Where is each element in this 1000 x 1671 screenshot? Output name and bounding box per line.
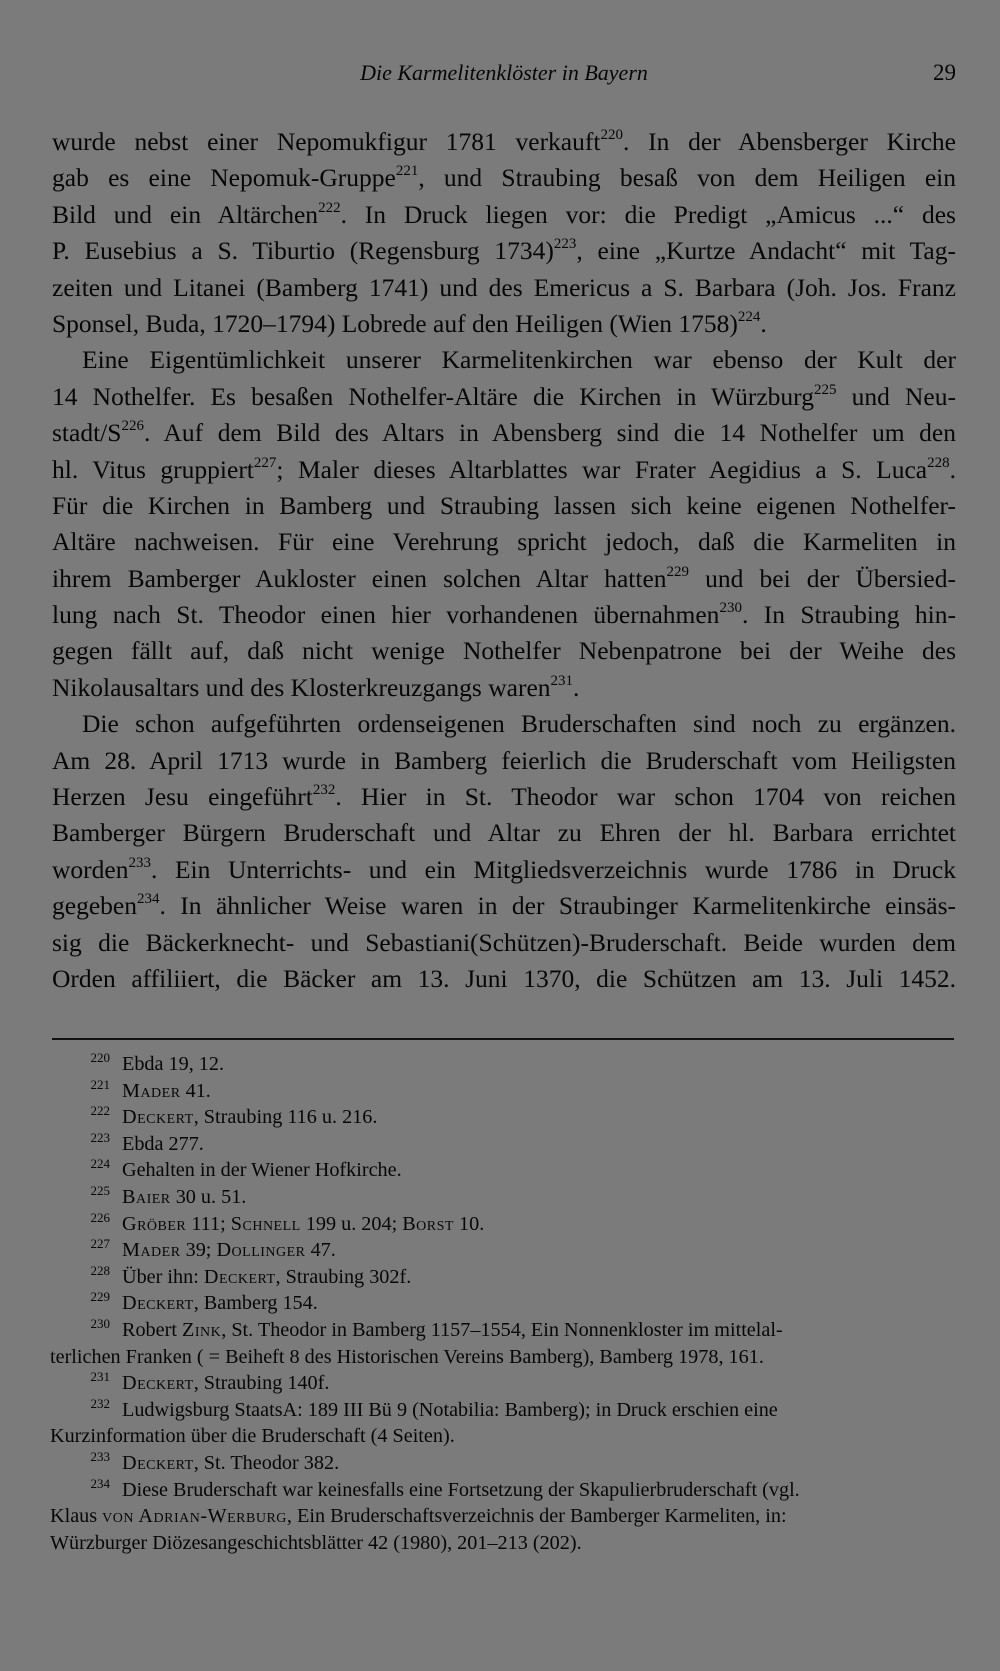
text-line: hl. Vitus gruppiert$^{227}$; Maler dieses Altarblattes war Frater Aegidius a S. Luca$^{228}$.	[52, 454, 956, 484]
footnotes	[50, 1051, 956, 1556]
footnote-225: 225 Baier 30 u. 51.	[90, 1182, 247, 1208]
author-name: Mader	[122, 1079, 181, 1102]
footnote-text-segment: , Straubing 140f.	[193, 1372, 330, 1395]
footnote-text-segment: , St. Theodor 382.	[193, 1451, 340, 1474]
footnote-continuation: Kurzinformation über die Bruderschaft (4 Seiten).	[50, 1425, 455, 1448]
text-line: stadt/$S^{226}$. Auf dem Bild des Altars in Abensberg sind die 14 Nothelfer um den	[52, 418, 956, 448]
footnote-ref: 222	[318, 199, 341, 216]
footnote-ref: 234	[136, 891, 160, 908]
footnote-221: 221 Mader 41.	[90, 1076, 211, 1102]
paragraph-2	[52, 342, 956, 706]
author-name: Borst	[402, 1212, 454, 1235]
footnote-ref: 224	[737, 308, 761, 325]
text-line: lung nach St. Theodor einen hier vorhandenen übernahmen$^{230}$. In Straubing hin-	[52, 600, 956, 630]
author-name: Deckert	[122, 1451, 194, 1474]
author-name: Zink	[182, 1318, 222, 1341]
footnote-233: 233 Deckert, St. Theodor 382.	[90, 1448, 340, 1474]
page-header	[52, 60, 956, 92]
text-line: Nikolausaltars und des Klosterkreuzgangs waren$^{231}$.	[52, 672, 580, 702]
footnote-229: 229 Deckert, Bamberg 154.	[90, 1289, 318, 1315]
footnote-text-segment: Über ihn:	[122, 1265, 204, 1288]
paragraph-3	[52, 706, 956, 997]
text-line: worden$^{233}$. Ein Unterrichts- und ein Mitgliedsverzeichnis wurde 1786 in Druck	[52, 854, 956, 884]
text-line: ihrem Bamberger Aukloster einen solchen Altar hatten$^{229}$ und bei der Übersied-	[52, 563, 956, 593]
author-name: Baier	[122, 1185, 171, 1208]
footnote-text-segment: Robert	[122, 1318, 182, 1341]
footnote-ref: 233	[128, 854, 151, 871]
footnote-text-segment: , Straubing 116 u. 216.	[193, 1106, 378, 1129]
footnote-ref: 229	[666, 563, 690, 580]
footnote-continuation: Würzburger Diözesangeschichtsblätter 42 (1980), 201–213 (202).	[50, 1531, 582, 1554]
footnote-text-segment: 111;	[186, 1212, 231, 1235]
author-name: Deckert	[122, 1292, 194, 1315]
text-line: Bild und ein Altärchen$^{222}$. In Druck liegen vor: die Predigt „Amicus ...“ des	[52, 199, 956, 229]
footnote-231: 231 Deckert, Straubing 140f.	[90, 1369, 330, 1395]
footnote-ref: 223	[553, 236, 577, 253]
text-line: Altäre nachweisen. Für eine Verehrung spricht jedoch, daß die Karmeliten in	[52, 527, 956, 557]
footnote-222: 222 Deckert, Straubing 116 u. 216.	[90, 1103, 378, 1129]
text-line: Am 28. April 1713 wurde in Bamberg feierlich die Bruderschaft vom Heiligsten	[52, 745, 956, 775]
text-line: gab es eine Nepomuk-Gruppe$^{221}$, und Straubing besaß von dem Heiligen ein	[52, 163, 956, 193]
footnote-ref: 227	[253, 454, 277, 471]
footnote-232: 232 Ludwigsburg StaatsA: 189 III Bü 9 (Notabilia: Bamberg); in Druck erschien eine	[90, 1395, 778, 1421]
footnote-224: 224 Gehalten in der Wiener Hofkirche.	[90, 1156, 402, 1182]
footnote-separator	[52, 1038, 954, 1040]
footnote-text-segment: Ebda 277.	[122, 1132, 204, 1155]
footnote-text-segment: Gehalten in der Wiener Hofkirche.	[122, 1159, 402, 1182]
footnote-ref: 226	[121, 418, 144, 435]
paragraph-1	[52, 124, 956, 342]
footnote-ref: 225	[813, 381, 837, 398]
footnote-text-segment: 10.	[453, 1212, 485, 1235]
page-number: 29	[933, 60, 956, 85]
text-line: Eine Eigentümlichkeit unserer Karmelitenkirchen war ebenso der Kult der	[82, 345, 956, 375]
author-name: Gröber	[122, 1212, 187, 1235]
footnote-228: 228 Über ihn: Deckert, Straubing 302f.	[90, 1262, 412, 1288]
footnote-text-segment: , St. Theodor in Bamberg 1157–1554, Ein Nonnenkloster im mittelal-	[221, 1318, 783, 1341]
text-line: gegeben$^{234}$. In ähnlicher Weise waren in der Straubinger Karmelitenkirche einsäs-	[52, 891, 956, 921]
author-name: Deckert	[122, 1106, 194, 1129]
author-name: von Adrian-Werburg	[102, 1505, 287, 1528]
author-name: Mader	[122, 1239, 181, 1262]
text-line: sig die Bäckerknecht- und Sebastiani(Schützen)-Bruderschaft. Beide wurden dem	[52, 927, 956, 957]
footnote-227: 227 Mader 39; Dollinger 47.	[90, 1236, 336, 1262]
text-line: wurde nebst einer Nepomukfigur 1781 verkauft$^{220}$. In der Abensberger Kirche	[52, 127, 956, 156]
footnote-ref: 232	[312, 782, 336, 799]
text-line: Für die Kirchen in Bamberg und Straubing lassen sich keine eigenen Nothelfer-	[52, 490, 956, 520]
footnote-text-segment: , Bamberg 154.	[193, 1292, 318, 1315]
text-line: zeiten und Litanei (Bamberg 1741) und des Emericus a S. Barbara (Joh. Jos. Franz	[52, 272, 956, 302]
text-line: Die schon aufgeführten ordenseigenen Bruderschaften sind noch zu ergänzen.	[82, 709, 956, 739]
text-line: Bamberger Bürgern Bruderschaft und Altar zu Ehren der hl. Barbara errichtet	[52, 818, 956, 848]
footnote-ref: 228	[927, 454, 950, 471]
footnote-226: 226 Gröber 111; Schnell 199 u. 204; Borst 10.	[90, 1209, 485, 1235]
footnote-ref: 230	[719, 600, 742, 617]
footnote-text-segment: 199 u. 204;	[300, 1212, 403, 1235]
footnote-text-segment: , Straubing 302f.	[275, 1265, 412, 1288]
footnote-ref: 231	[550, 672, 574, 689]
footnote-continuation	[50, 1503, 956, 1530]
footnote-text-segment: , Ein Bruderschaftsverzeichnis der Bamberger Karmeliten, in:	[286, 1505, 787, 1528]
footnote-text-segment: 41.	[180, 1079, 211, 1102]
footnote-text-segment: Ebda 19, 12.	[122, 1053, 225, 1075]
running-title: Die Karmelitenklöster in Bayern	[360, 60, 648, 85]
text-line: gegen fällt auf, daß nicht wenige Nothelfer Nebenpatrone bei der Weihe des	[52, 636, 956, 666]
footnote-text-segment: 39;	[180, 1239, 217, 1262]
text-line: Sponsel, Buda, 1720–1794) Lobrede auf den Heiligen (Wien 1758)$^{224}$.	[52, 308, 767, 338]
footnote-234: 234 Diese Bruderschaft war keinesfalls eine Fortsetzung der Skapulierbruderschaft (vgl.	[90, 1475, 800, 1501]
author-name: Deckert	[203, 1265, 276, 1288]
text-line: 14 Nothelfer. Es besaßen Nothelfer-Altäre die Kirchen in Würzburg$^{225}$ und Neu-	[52, 381, 956, 411]
footnote-text-segment: 30 u. 51.	[170, 1185, 247, 1208]
author-name: Schnell	[230, 1212, 301, 1235]
text-line: P. Eusebius a S. Tiburtio (Regensburg 1734)$^{223}$, eine „Kurtze Andacht“ mit Tag-	[52, 236, 956, 266]
footnote-text-segment: Ludwigsburg StaatsA: 189 III Bü 9 (Notabilia: Bamberg); in Druck erschien eine	[122, 1398, 778, 1421]
footnote-text-segment: Klaus	[50, 1505, 103, 1528]
text-line: Orden affiliiert, die Bäcker am 13. Juni 1370, die Schützen am 13. Juli 1452.	[52, 963, 956, 993]
footnote-223: 223 Ebda 277.	[90, 1129, 204, 1155]
main-text	[52, 124, 956, 997]
footnote-ref: 220	[600, 127, 623, 143]
footnote-ref: 221	[395, 163, 419, 180]
author-name: Deckert	[122, 1372, 194, 1395]
text-line: Herzen Jesu eingeführt$^{232}$. Hier in St. Theodor war schon 1704 von reichen	[52, 782, 956, 812]
footnote-text-segment: 47.	[305, 1239, 336, 1262]
footnote-text-segment: Diese Bruderschaft war keinesfalls eine Fortsetzung der Skapulierbruderschaft (vgl.	[122, 1478, 800, 1501]
footnote-220: 220 Ebda 19, 12.	[90, 1050, 225, 1075]
footnote-continuation: terlichen Franken ( = Beiheft 8 des Historischen Vereins Bamberg), Bamberg 1978, 161.	[50, 1345, 764, 1368]
author-name: Dollinger	[216, 1239, 306, 1262]
footnote-230: 230 Robert Zink, St. Theodor in Bamberg 1157–1554, Ein Nonnenkloster im mittelal-	[90, 1315, 783, 1341]
